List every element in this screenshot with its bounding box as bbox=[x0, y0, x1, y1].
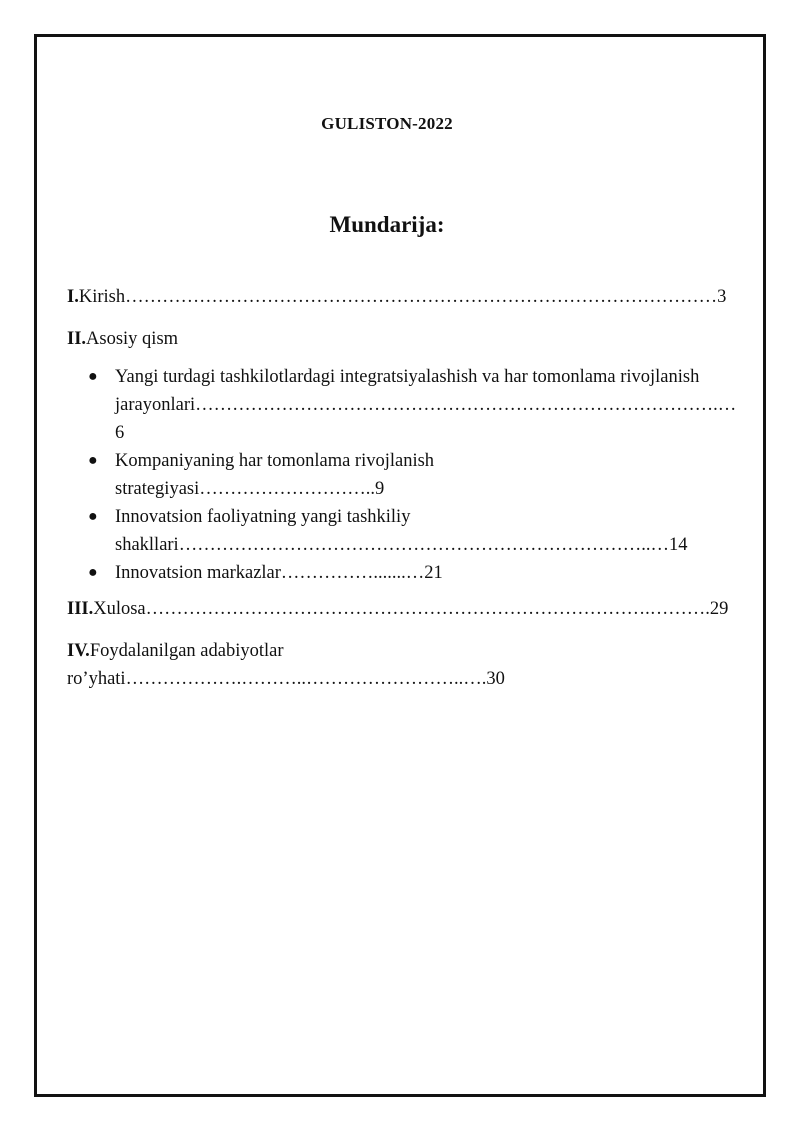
toc-leader-dots: …………………………………………………………………..… bbox=[178, 535, 669, 555]
toc-page-number: 3 bbox=[717, 287, 727, 307]
toc-title: Mundarija: bbox=[329, 212, 445, 237]
toc-entry-label-continued: ro’yhati bbox=[67, 669, 126, 689]
toc-subitem bbox=[67, 503, 739, 559]
toc-entry-label: Kirish bbox=[78, 287, 126, 307]
toc-page-number: 14 bbox=[668, 535, 688, 555]
toc-subitem-leader-line bbox=[115, 475, 739, 503]
toc-entry-number: I. bbox=[67, 287, 79, 307]
toc-leader-dots: ……………………………………………………………………….………. bbox=[145, 599, 710, 619]
toc-subitem bbox=[67, 363, 739, 447]
table-of-contents bbox=[67, 283, 739, 707]
toc-subitem-title-continued: strategiyasi bbox=[115, 479, 200, 499]
bullet-icon: ● bbox=[88, 368, 98, 385]
toc-page-number: 21 bbox=[424, 563, 443, 583]
toc-subitem-title: Innovatsion faoliyatning yangi tashkiliy bbox=[115, 507, 411, 527]
toc-entry-leader-line bbox=[67, 665, 739, 693]
toc-entry-label: Xulosa bbox=[93, 599, 146, 619]
toc-entry-number: IV. bbox=[67, 641, 90, 661]
bullet-icon: ● bbox=[88, 564, 98, 581]
toc-subitem bbox=[67, 559, 739, 587]
toc-subitem-title: Kompaniyaning har tomonlama rivojlanish bbox=[115, 451, 435, 471]
toc-leader-dots: ………………………………………………………………………….… bbox=[195, 395, 737, 415]
toc-leader-dots: …………………………………………………………………………………… bbox=[125, 287, 718, 307]
toc-subitem-leader-line bbox=[115, 531, 739, 559]
toc-leader-dots: …………….......… bbox=[280, 563, 425, 583]
toc-subitem-title-continued: jarayonlari bbox=[115, 395, 196, 415]
toc-subitem bbox=[67, 447, 739, 503]
toc-entry-conclusion bbox=[67, 595, 739, 623]
toc-subitem-title: Innovatsion markazlar bbox=[115, 563, 281, 583]
toc-entry-references bbox=[67, 637, 739, 693]
bullet-icon: ● bbox=[88, 508, 98, 525]
toc-leader-dots: ……………….………..……………………..…. bbox=[125, 669, 487, 689]
toc-subsection-list bbox=[67, 363, 739, 587]
toc-entry-label: Asosiy qism bbox=[86, 329, 179, 349]
toc-entry-main-part bbox=[67, 325, 739, 353]
toc-page-number: 30 bbox=[486, 669, 505, 689]
toc-page-number: 9 bbox=[375, 479, 385, 499]
toc-leader-dots: ……………………….. bbox=[199, 479, 376, 499]
toc-page-number: 6 bbox=[115, 423, 125, 443]
bullet-icon: ● bbox=[88, 452, 98, 469]
toc-subitem-title-continued: shakllari bbox=[115, 535, 179, 555]
toc-entry-label: Foydalanilgan adabiyotlar bbox=[89, 641, 284, 661]
toc-subitem-leader-line bbox=[115, 391, 739, 447]
toc-entry-number: II. bbox=[67, 329, 87, 349]
toc-subitem-title: Yangi turdagi tashkilotlardagi integratsiyalashish va har tomonlama rivojlanish bbox=[115, 367, 700, 387]
city-year-heading: GULISTON-2022 bbox=[321, 114, 453, 133]
toc-entry-introduction bbox=[67, 283, 739, 311]
toc-subitem-leader-line bbox=[115, 559, 739, 587]
toc-entry-number: III. bbox=[67, 599, 94, 619]
toc-page-number: 29 bbox=[709, 599, 729, 619]
